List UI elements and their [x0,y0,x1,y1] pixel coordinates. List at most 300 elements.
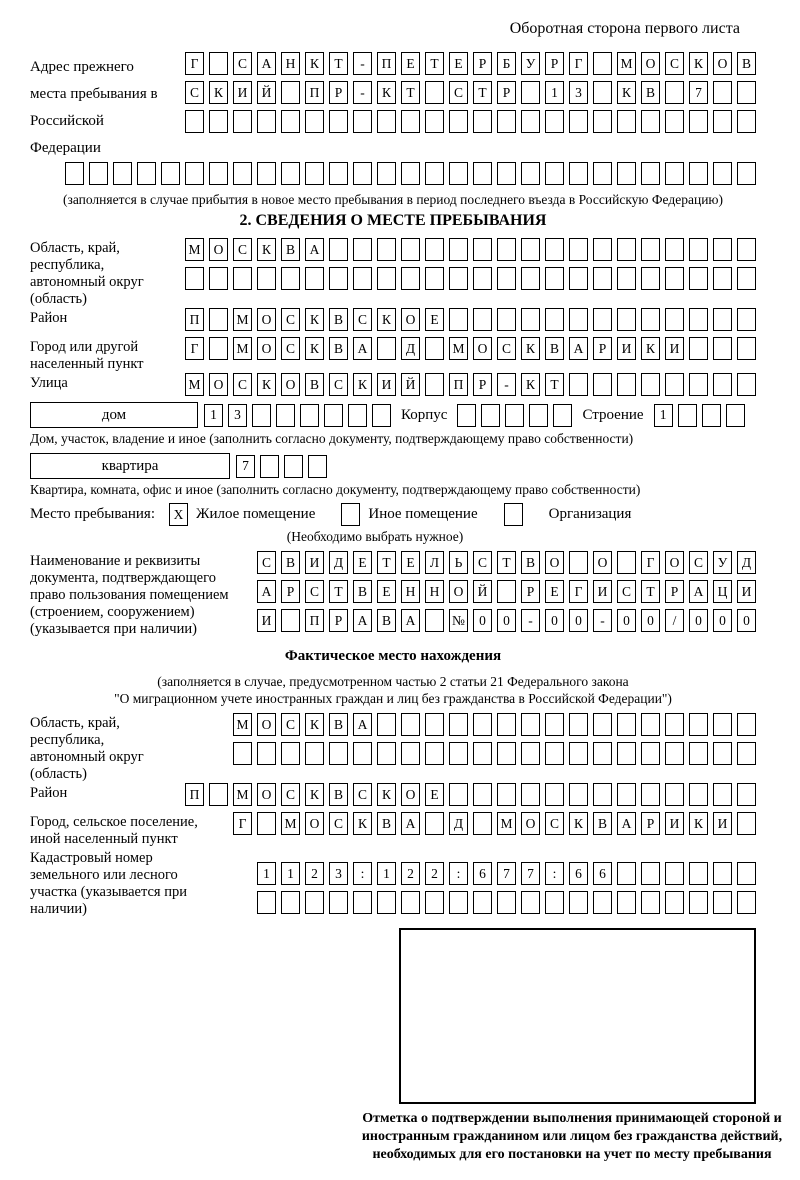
char-box[interactable]: У [521,52,540,75]
char-box[interactable] [521,742,540,765]
char-box[interactable]: 6 [593,862,612,885]
char-box[interactable] [521,110,540,133]
char-box[interactable] [593,162,612,185]
char-box[interactable]: 7 [236,455,255,478]
char-box[interactable] [665,713,684,736]
char-box[interactable]: С [185,81,204,104]
char-box[interactable] [641,373,660,396]
char-box[interactable]: М [449,337,468,360]
char-box[interactable] [665,862,684,885]
char-box[interactable]: К [353,812,372,835]
char-box[interactable] [425,373,444,396]
char-box[interactable] [593,713,612,736]
char-box[interactable]: 0 [641,609,660,632]
char-box[interactable]: Т [377,551,396,574]
char-box[interactable] [617,862,636,885]
char-box[interactable] [377,337,396,360]
char-box[interactable]: А [617,812,636,835]
char-box[interactable] [425,713,444,736]
char-box[interactable] [617,162,636,185]
char-box[interactable] [713,267,732,290]
char-box[interactable]: Р [545,52,564,75]
char-box[interactable] [425,238,444,261]
char-box[interactable] [737,373,756,396]
char-box[interactable] [713,783,732,806]
char-box[interactable] [593,267,612,290]
char-box[interactable]: П [449,373,468,396]
char-box[interactable] [353,162,372,185]
char-box[interactable]: Г [641,551,660,574]
char-box[interactable] [401,238,420,261]
char-box[interactable] [185,162,204,185]
char-box[interactable]: О [545,551,564,574]
char-box[interactable]: О [401,783,420,806]
char-box[interactable] [617,783,636,806]
char-box[interactable]: А [257,52,276,75]
char-box[interactable] [569,308,588,331]
char-box[interactable] [617,267,636,290]
char-box[interactable] [689,337,708,360]
char-box[interactable] [473,812,492,835]
char-box[interactable] [497,580,516,603]
char-box[interactable] [737,110,756,133]
char-box[interactable] [449,110,468,133]
char-box[interactable]: К [305,52,324,75]
char-box[interactable] [401,713,420,736]
char-box[interactable]: О [257,713,276,736]
char-box[interactable]: К [569,812,588,835]
char-box[interactable]: М [185,238,204,261]
char-box[interactable] [473,267,492,290]
char-box[interactable] [497,238,516,261]
char-box[interactable] [569,783,588,806]
char-box[interactable] [665,742,684,765]
char-box[interactable] [617,308,636,331]
char-box[interactable] [737,891,756,914]
char-box[interactable]: 2 [425,862,444,885]
char-box[interactable] [329,162,348,185]
char-box[interactable]: Т [329,52,348,75]
char-box[interactable] [726,404,745,427]
char-box[interactable]: С [689,551,708,574]
char-box[interactable] [449,238,468,261]
char-box[interactable] [353,238,372,261]
char-box[interactable] [689,162,708,185]
char-box[interactable]: В [329,337,348,360]
char-box[interactable] [569,162,588,185]
char-box[interactable] [473,713,492,736]
char-box[interactable]: 1 [204,404,223,427]
char-box[interactable] [449,783,468,806]
char-box[interactable]: П [305,609,324,632]
char-box[interactable] [737,783,756,806]
char-box[interactable]: Й [257,81,276,104]
char-box[interactable] [497,267,516,290]
char-box[interactable] [457,404,476,427]
char-box[interactable] [737,862,756,885]
char-box[interactable]: Е [545,580,564,603]
char-box[interactable] [641,267,660,290]
char-box[interactable]: Ц [713,580,732,603]
char-box[interactable]: Д [449,812,468,835]
char-box[interactable]: О [257,308,276,331]
char-box[interactable] [713,238,732,261]
char-box[interactable] [569,267,588,290]
char-box[interactable]: 3 [569,81,588,104]
char-box[interactable]: 1 [654,404,673,427]
char-box[interactable]: К [377,308,396,331]
char-box[interactable]: Р [473,373,492,396]
char-box[interactable]: Р [521,580,540,603]
char-box[interactable]: К [521,337,540,360]
char-box[interactable]: 2 [401,862,420,885]
char-box[interactable] [593,891,612,914]
char-box[interactable]: 3 [228,404,247,427]
char-box[interactable] [473,238,492,261]
char-box[interactable] [257,891,276,914]
char-box[interactable] [257,110,276,133]
char-box[interactable] [257,742,276,765]
char-box[interactable] [161,162,180,185]
stay-option-residential-checkbox[interactable] [169,503,188,526]
char-box[interactable]: 0 [617,609,636,632]
char-box[interactable]: В [305,373,324,396]
char-box[interactable] [521,267,540,290]
char-box[interactable]: О [209,238,228,261]
char-box[interactable] [473,783,492,806]
char-box[interactable]: С [233,373,252,396]
char-box[interactable]: : [545,862,564,885]
char-box[interactable] [449,162,468,185]
char-box[interactable]: О [473,337,492,360]
char-box[interactable]: В [641,81,660,104]
char-box[interactable] [324,404,343,427]
char-box[interactable]: П [185,783,204,806]
char-box[interactable]: О [641,52,660,75]
char-box[interactable] [137,162,156,185]
char-box[interactable]: Т [545,373,564,396]
char-box[interactable] [737,308,756,331]
char-box[interactable] [425,162,444,185]
char-box[interactable] [569,373,588,396]
char-box[interactable] [713,81,732,104]
char-box[interactable] [665,783,684,806]
char-box[interactable]: - [497,373,516,396]
char-box[interactable] [641,110,660,133]
char-box[interactable]: К [305,783,324,806]
char-box[interactable]: Е [353,551,372,574]
char-box[interactable]: Н [401,580,420,603]
char-box[interactable] [521,891,540,914]
char-box[interactable] [425,110,444,133]
char-box[interactable]: - [593,609,612,632]
char-box[interactable] [377,110,396,133]
char-box[interactable] [713,742,732,765]
char-box[interactable]: Т [329,580,348,603]
char-box[interactable] [689,742,708,765]
char-box[interactable]: Е [401,551,420,574]
char-box[interactable]: С [665,52,684,75]
char-box[interactable] [305,162,324,185]
char-box[interactable] [209,162,228,185]
char-box[interactable] [329,110,348,133]
char-box[interactable]: Р [593,337,612,360]
char-box[interactable] [713,162,732,185]
char-box[interactable] [617,742,636,765]
char-box[interactable]: И [737,580,756,603]
char-box[interactable]: Г [233,812,252,835]
char-box[interactable]: У [713,551,732,574]
char-box[interactable]: Г [185,52,204,75]
char-box[interactable] [425,812,444,835]
char-box[interactable]: 0 [713,609,732,632]
char-box[interactable] [473,742,492,765]
char-box[interactable] [665,308,684,331]
char-box[interactable] [641,713,660,736]
char-box[interactable] [521,308,540,331]
char-box[interactable]: 0 [737,609,756,632]
char-box[interactable]: О [521,812,540,835]
char-box[interactable] [329,891,348,914]
stay-option-other-checkbox[interactable] [341,503,360,526]
char-box[interactable] [593,373,612,396]
char-box[interactable] [341,503,360,526]
char-box[interactable]: К [209,81,228,104]
char-box[interactable] [713,373,732,396]
char-box[interactable] [281,81,300,104]
char-box[interactable] [353,267,372,290]
char-box[interactable]: С [305,580,324,603]
char-box[interactable] [113,162,132,185]
char-box[interactable] [593,308,612,331]
char-box[interactable]: К [305,713,324,736]
char-box[interactable] [569,110,588,133]
char-box[interactable]: Т [425,52,444,75]
char-box[interactable] [377,162,396,185]
char-box[interactable]: С [233,238,252,261]
char-box[interactable]: Г [569,52,588,75]
char-box[interactable] [505,404,524,427]
char-box[interactable]: К [257,238,276,261]
char-box[interactable]: В [545,337,564,360]
char-box[interactable]: М [233,308,252,331]
char-box[interactable]: К [257,373,276,396]
char-box[interactable] [737,267,756,290]
char-box[interactable] [372,404,391,427]
char-box[interactable]: С [281,783,300,806]
char-box[interactable] [553,404,572,427]
char-box[interactable] [353,891,372,914]
char-box[interactable]: А [353,713,372,736]
char-box[interactable] [665,110,684,133]
char-box[interactable]: М [497,812,516,835]
char-box[interactable] [617,891,636,914]
char-box[interactable]: П [185,308,204,331]
char-box[interactable]: А [305,238,324,261]
char-box[interactable]: Т [473,81,492,104]
char-box[interactable] [665,81,684,104]
char-box[interactable] [305,742,324,765]
char-box[interactable] [233,742,252,765]
char-box[interactable] [305,891,324,914]
char-box[interactable] [449,742,468,765]
char-box[interactable]: Р [329,81,348,104]
char-box[interactable] [689,267,708,290]
char-box[interactable] [401,891,420,914]
char-box[interactable] [257,162,276,185]
char-box[interactable] [678,404,697,427]
char-box[interactable] [185,110,204,133]
char-box[interactable] [233,110,252,133]
char-box[interactable] [641,862,660,885]
char-box[interactable] [545,308,564,331]
char-box[interactable] [425,267,444,290]
char-box[interactable]: И [665,812,684,835]
char-box[interactable]: - [353,52,372,75]
char-box[interactable] [617,713,636,736]
char-box[interactable]: Р [665,580,684,603]
char-box[interactable]: О [281,373,300,396]
char-box[interactable]: Р [641,812,660,835]
char-box[interactable] [329,267,348,290]
char-box[interactable] [593,238,612,261]
char-box[interactable] [713,713,732,736]
char-box[interactable] [713,110,732,133]
char-box[interactable] [377,238,396,261]
char-box[interactable]: Т [401,81,420,104]
char-box[interactable] [593,110,612,133]
stay-option-organization-checkbox[interactable] [504,503,523,526]
char-box[interactable]: 2 [305,862,324,885]
char-box[interactable] [689,110,708,133]
char-box[interactable]: В [329,308,348,331]
char-box[interactable]: В [281,551,300,574]
char-box[interactable] [300,404,319,427]
char-box[interactable] [209,783,228,806]
char-box[interactable]: О [665,551,684,574]
char-box[interactable]: А [401,812,420,835]
char-box[interactable]: Р [473,52,492,75]
char-box[interactable] [521,713,540,736]
char-box[interactable]: Е [425,783,444,806]
char-box[interactable]: В [377,812,396,835]
char-box[interactable]: Д [329,551,348,574]
char-box[interactable]: К [521,373,540,396]
char-box[interactable] [89,162,108,185]
char-box[interactable]: И [617,337,636,360]
char-box[interactable]: И [665,337,684,360]
char-box[interactable] [425,337,444,360]
char-box[interactable] [377,267,396,290]
char-box[interactable] [308,455,327,478]
char-box[interactable]: М [233,783,252,806]
char-box[interactable]: П [305,81,324,104]
char-box[interactable] [473,110,492,133]
char-box[interactable] [377,742,396,765]
char-box[interactable] [473,162,492,185]
char-box[interactable]: 7 [521,862,540,885]
char-box[interactable]: Е [401,52,420,75]
char-box[interactable] [425,609,444,632]
char-box[interactable]: X [169,503,188,526]
char-box[interactable] [377,891,396,914]
char-box[interactable] [481,404,500,427]
char-box[interactable]: В [377,609,396,632]
char-box[interactable]: О [209,373,228,396]
char-box[interactable]: А [401,609,420,632]
char-box[interactable]: К [641,337,660,360]
char-box[interactable]: - [353,81,372,104]
char-box[interactable]: 7 [497,862,516,885]
char-box[interactable] [497,308,516,331]
char-box[interactable] [521,81,540,104]
char-box[interactable] [737,713,756,736]
char-box[interactable]: Р [329,609,348,632]
char-box[interactable] [260,455,279,478]
char-box[interactable] [233,162,252,185]
char-box[interactable] [713,891,732,914]
char-box[interactable] [449,308,468,331]
char-box[interactable]: К [353,373,372,396]
char-box[interactable]: О [305,812,324,835]
char-box[interactable] [65,162,84,185]
char-box[interactable]: С [281,308,300,331]
char-box[interactable]: К [377,81,396,104]
char-box[interactable]: В [329,713,348,736]
char-box[interactable] [665,238,684,261]
char-box[interactable] [305,110,324,133]
char-box[interactable]: / [665,609,684,632]
char-box[interactable]: Т [641,580,660,603]
char-box[interactable]: И [305,551,324,574]
char-box[interactable] [689,891,708,914]
char-box[interactable]: С [545,812,564,835]
char-box[interactable]: М [617,52,636,75]
char-box[interactable]: А [353,609,372,632]
char-box[interactable]: 1 [281,862,300,885]
char-box[interactable] [593,52,612,75]
char-box[interactable] [569,238,588,261]
char-box[interactable] [737,238,756,261]
char-box[interactable] [281,162,300,185]
char-box[interactable] [713,337,732,360]
char-box[interactable]: С [257,551,276,574]
char-box[interactable] [209,337,228,360]
char-box[interactable]: О [713,52,732,75]
char-box[interactable] [185,267,204,290]
char-box[interactable]: С [329,373,348,396]
char-box[interactable]: 6 [473,862,492,885]
char-box[interactable] [569,742,588,765]
char-box[interactable] [689,862,708,885]
char-box[interactable]: Р [281,580,300,603]
char-box[interactable]: 0 [569,609,588,632]
confirmation-stamp-area[interactable] [399,928,756,1104]
char-box[interactable]: С [281,713,300,736]
char-box[interactable] [617,238,636,261]
char-box[interactable] [545,162,564,185]
char-box[interactable]: В [353,580,372,603]
char-box[interactable] [377,713,396,736]
char-box[interactable]: М [185,373,204,396]
char-box[interactable] [593,742,612,765]
char-box[interactable] [449,891,468,914]
char-box[interactable]: Й [401,373,420,396]
char-box[interactable] [497,783,516,806]
char-box[interactable] [689,713,708,736]
char-box[interactable] [329,238,348,261]
char-box[interactable] [329,742,348,765]
